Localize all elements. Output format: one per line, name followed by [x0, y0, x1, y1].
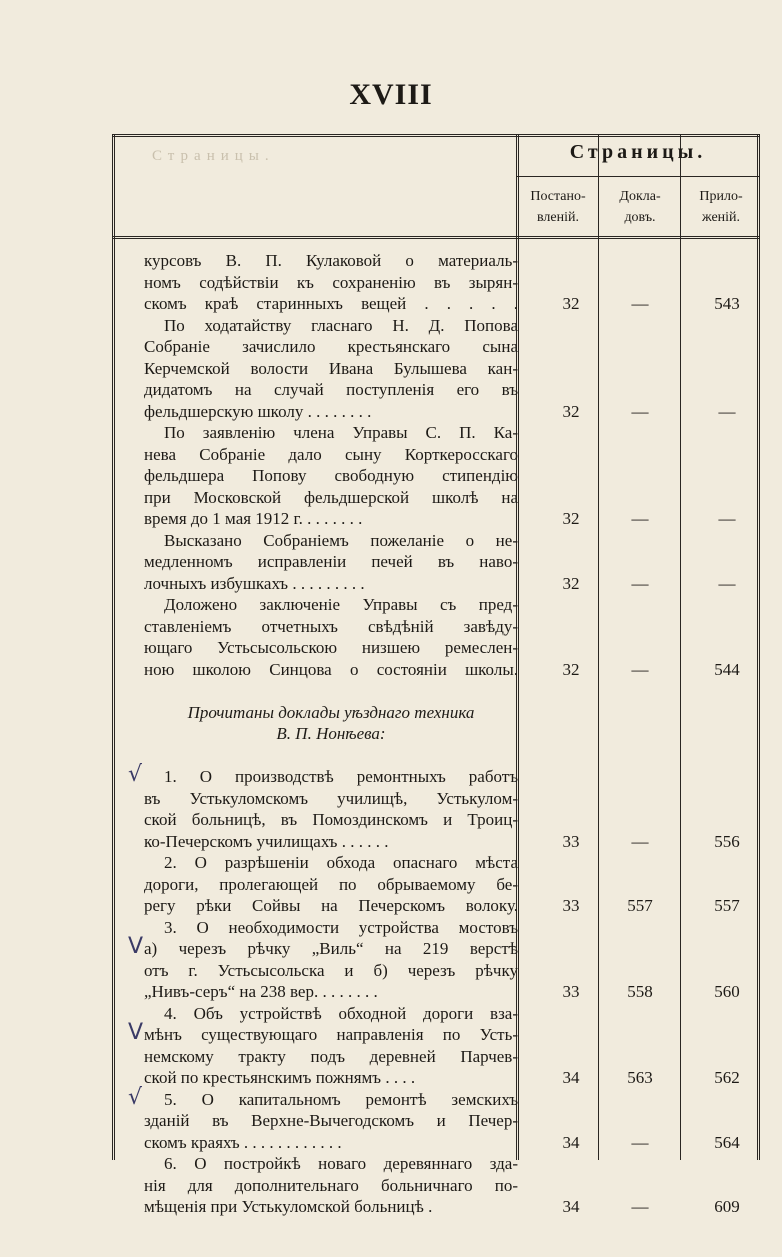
- page-ref-c1: 32: [562, 401, 580, 421]
- page-ref-c1: 34: [562, 1132, 580, 1152]
- check-mark-icon: V: [128, 1020, 144, 1045]
- text-line: отъ г. Устьсысольска и б) черезъ рѣчку: [144, 960, 518, 980]
- text-line: медленномъ исправленіи печей въ наво-: [144, 552, 518, 571]
- text-line: ющаго Устьсысольскою низшею ремеслен-: [144, 638, 518, 657]
- text-line: Высказано Собраніемъ пожеланіе о не-: [164, 530, 518, 550]
- text-line: 1. О производствѣ ремонтныхъ работъ: [164, 767, 518, 786]
- page-ref-c2: —: [631, 1197, 649, 1216]
- page-ref-c2: 558: [627, 982, 653, 1001]
- page-ref-c2: —: [631, 831, 649, 851]
- text-line: 5. О капитальномъ ремонтѣ земскихъ: [164, 1089, 518, 1109]
- text-line: ною школою Синцова о состояніи школы.: [144, 659, 518, 679]
- text-line: лочныхъ избушкахъ . . . . . . . . .: [144, 573, 365, 593]
- page-ref-c3: 562: [714, 1068, 740, 1087]
- text-line: Прочитаны доклады уѣзднаго техника: [187, 702, 475, 722]
- text-line: регу рѣки Сойвы на Печерскомъ волоку.: [144, 896, 518, 915]
- page-ref-c3: 560: [714, 982, 740, 1001]
- text-line: В. П. Нонѣева:: [276, 724, 386, 743]
- page-ref-c1: 32: [562, 573, 580, 593]
- text-line: нева Собраніе дало сыну Корткеросскаго: [144, 444, 518, 464]
- text-line: Керчемской волости Ивана Булышева кан-: [144, 358, 518, 378]
- text-line: 3. О необходимости устройства мостовъ: [164, 917, 518, 937]
- text-line: мѣнъ существующаго направленія по Усть-: [144, 1025, 518, 1044]
- page-ref-c1: 34: [562, 1197, 580, 1216]
- text-line: а) черезъ рѣчку „Виль“ на 219 верстѣ: [144, 939, 518, 958]
- text-line: время до 1 мая 1912 г. . . . . . . .: [144, 509, 363, 528]
- page-ref-c3: 556: [714, 831, 740, 851]
- page-ref-c1: 32: [562, 509, 580, 528]
- text-line: немскому тракту подъ деревней Парчев-: [144, 1046, 518, 1066]
- page-ref-c2: —: [631, 294, 649, 313]
- header-col-postanovleniy: Постано- вленій.: [530, 189, 586, 225]
- page-ref-c2: —: [631, 659, 649, 679]
- header-col-prilozheniy: Прило- женій.: [699, 189, 743, 225]
- check-mark-icon: √: [128, 1084, 143, 1110]
- text-line: фельдшера Попову свободную стипендію: [144, 466, 518, 485]
- text-line: 6. О постройкѣ новаго деревяннаго зда-: [164, 1154, 518, 1173]
- page-ref-c3: 544: [714, 659, 740, 679]
- page-ref-c3: —: [718, 401, 736, 421]
- page-ref-c1: 33: [562, 896, 580, 915]
- page-ref-c2: 557: [627, 896, 653, 915]
- header-col-dokladov: Докла- довъ.: [619, 189, 661, 225]
- page-ref-c3: 564: [714, 1132, 740, 1152]
- text-line: ской больницѣ, въ Помоздинскомъ и Троиц-: [144, 810, 518, 829]
- page-ref-c2: —: [631, 573, 649, 593]
- page-ref-c3: 543: [714, 294, 740, 313]
- text-body: [144, 250, 518, 1218]
- text-line: мѣщенія при Устькуломской больницѣ .: [144, 1197, 433, 1216]
- text-line: По заявленію члена Управы С. П. Ка-: [164, 423, 518, 442]
- text-line: нія для дополнительнаго больничнаго по-: [144, 1175, 518, 1195]
- page-ref-c2: 563: [627, 1068, 653, 1087]
- text-line: дороги, пролегающей по обрываемому бе-: [144, 874, 518, 894]
- text-line: при Московской фельдшерской школѣ на: [144, 487, 518, 507]
- text-line: „Нивъ-серъ“ на 238 вер. . . . . . . .: [144, 982, 378, 1001]
- text-line: номъ содѣйствіи къ сохраненію въ зырян-: [144, 272, 518, 292]
- blank-line: [144, 745, 518, 767]
- text-line: дидатомъ на случай поступленія его въ: [144, 380, 518, 399]
- page-ref-c2: —: [631, 509, 649, 528]
- page-ref-c1: 34: [562, 1068, 580, 1087]
- check-mark-icon: √: [128, 762, 143, 787]
- text-line: 4. Объ устройствѣ обходной дороги вза-: [164, 1003, 518, 1023]
- text-line: зданій въ Верхне-Вычегодскомъ и Печер-: [144, 1111, 518, 1130]
- page-ref-c1: 32: [562, 294, 580, 313]
- page-ref-c1: 33: [562, 831, 580, 851]
- text-line: въ Устькуломскомъ училищѣ, Устькулом-: [144, 788, 518, 808]
- text-line: 2. О разрѣшеніи обхода опаснаго мѣста: [164, 853, 518, 872]
- header-title: Страницы.: [569, 141, 707, 163]
- page-ref-c3: —: [718, 573, 736, 593]
- ghost-header: Страницы.: [152, 148, 275, 164]
- text-line: По ходатайству гласнаго Н. Д. Попова: [164, 315, 518, 335]
- text-line: фельдшерскую школу . . . . . . . .: [144, 401, 372, 421]
- page-ref-c1: 32: [562, 659, 580, 679]
- page-number: XVIII: [349, 78, 433, 111]
- text-line: курсовъ В. П. Кулаковой о материаль-: [144, 251, 518, 270]
- text-line: ской по крестьянскимъ пожнямъ . . . .: [144, 1068, 416, 1087]
- text-line: скомъ краѣ старинныхъ вещей . . . . .: [144, 294, 518, 313]
- page-ref-c3: —: [718, 509, 736, 528]
- page-ref-c1: 33: [562, 982, 580, 1001]
- page-ref-c2: —: [631, 401, 649, 421]
- text-line: Собраніе зачислило крестьянскаго сына: [144, 337, 518, 356]
- page-ref-c2: —: [631, 1132, 649, 1152]
- text-line: ко-Печерскомъ училищахъ . . . . . .: [144, 831, 389, 851]
- text-line: скомъ краяхъ . . . . . . . . . . . .: [144, 1132, 342, 1152]
- blank-line: [144, 680, 518, 702]
- text-line: Доложено заключеніе Управы съ пред-: [164, 595, 518, 614]
- text-line: ставленіемъ отчетныхъ свѣдѣній завѣду-: [144, 616, 518, 636]
- page-ref-c3: 609: [714, 1197, 740, 1216]
- check-mark-icon: V: [128, 934, 144, 959]
- page-ref-c3: 557: [714, 896, 740, 915]
